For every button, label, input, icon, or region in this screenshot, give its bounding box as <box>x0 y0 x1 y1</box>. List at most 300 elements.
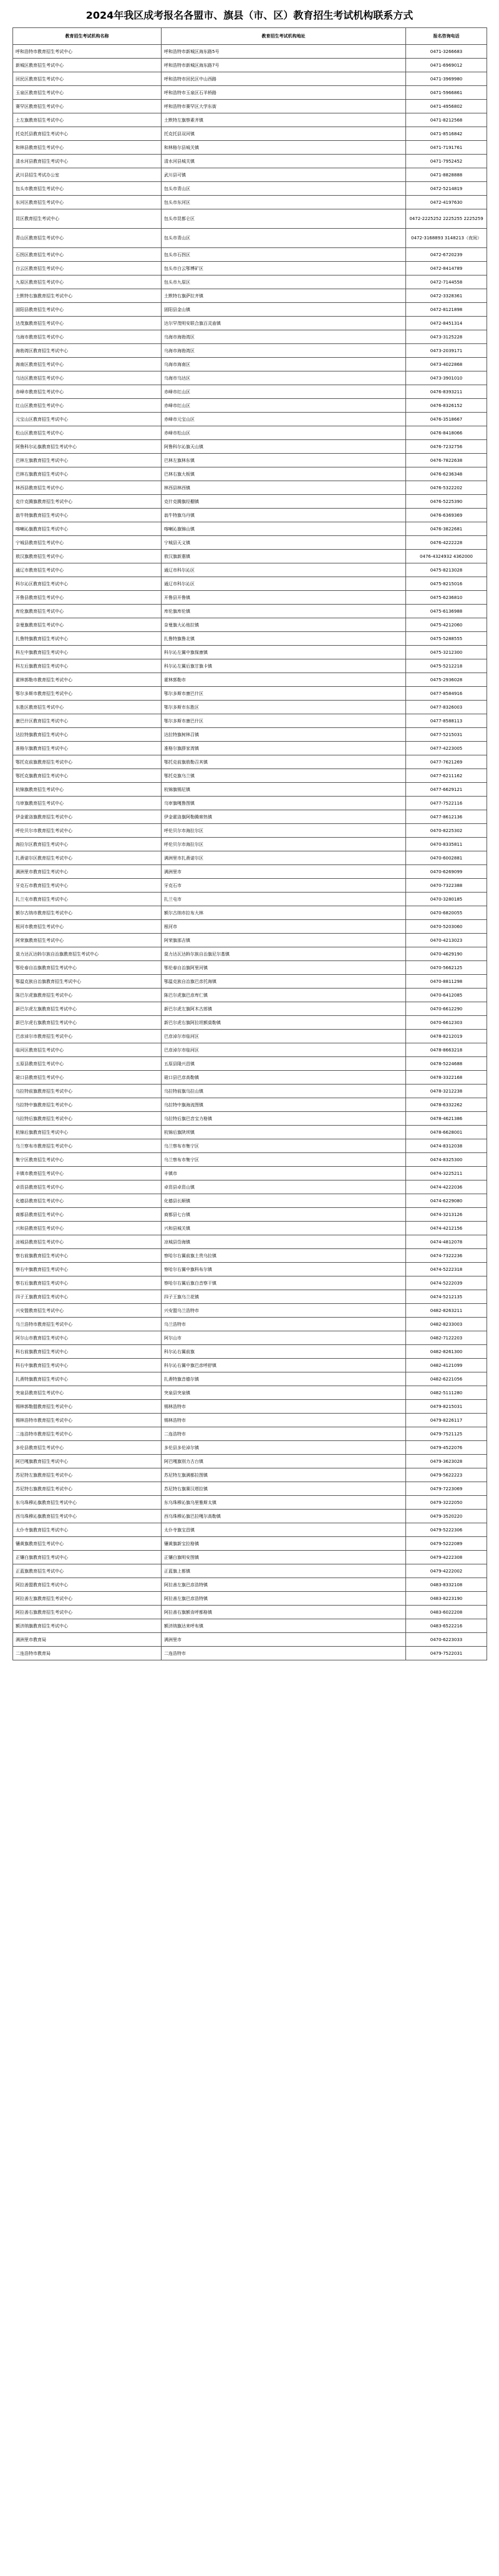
cell-address: 乌拉特前旗乌拉山镇 <box>162 1085 406 1098</box>
cell-address: 阿尔山市 <box>162 1331 406 1345</box>
cell-address: 赤峰市松山区 <box>162 426 406 440</box>
cell-address: 西乌珠穆沁旗巴拉嘎尔高勒镇 <box>162 1510 406 1523</box>
cell-institution-name: 达拉特旗教育招生考试中心 <box>13 728 162 742</box>
table-row <box>13 1222 487 1235</box>
cell-address: 满洲里市 <box>162 865 406 879</box>
cell-institution-name: 陈巴尔虎旗教育招生考试中心 <box>13 989 162 1002</box>
cell-phone: 0471-3969980 <box>406 72 487 86</box>
cell-institution-name: 霍林郭勒市教育招生考试中心 <box>13 673 162 687</box>
cell-address: 二连浩特市 <box>162 1427 406 1441</box>
cell-phone: 0472-7144558 <box>406 275 487 289</box>
table-row <box>13 303 487 317</box>
table-row <box>13 522 487 536</box>
table-row <box>13 141 487 155</box>
cell-phone: 0476-8418066 <box>406 426 487 440</box>
cell-address: 阿拉善左旗巴彦浩特镇 <box>162 1592 406 1606</box>
cell-phone: 0470-6223033 <box>406 1633 487 1647</box>
cell-institution-name: 和林县教育招生考试中心 <box>13 141 162 155</box>
cell-address: 阿荣旗那吉镇 <box>162 934 406 947</box>
table-row <box>13 1606 487 1619</box>
cell-institution-name: 二连浩特市教育局 <box>13 1647 162 1660</box>
cell-institution-name: 乌拉特后旗教育招生考试中心 <box>13 1112 162 1126</box>
cell-address: 武川县可镇 <box>162 168 406 182</box>
cell-institution-name: 鄂托克前旗教育招生考试中心 <box>13 755 162 769</box>
table-row <box>13 1126 487 1139</box>
cell-phone: 0471-8828888 <box>406 168 487 182</box>
cell-institution-name: 巴彦淖尔市教育招生考试中心 <box>13 1030 162 1043</box>
cell-phone: 0479-4222002 <box>406 1564 487 1578</box>
table-row <box>13 906 487 920</box>
column-header-phone: 报名咨询电话 <box>406 28 487 45</box>
cell-address: 呼和浩特市赛罕区大学东街 <box>162 100 406 113</box>
cell-phone: 0479-8226117 <box>406 1414 487 1427</box>
cell-institution-name: 集宁区教育招生考试中心 <box>13 1153 162 1167</box>
table-row <box>13 755 487 769</box>
cell-address: 乌拉特后旗巴音宝力格镇 <box>162 1112 406 1126</box>
cell-institution-name: 土左旗教育招生考试中心 <box>13 113 162 127</box>
cell-institution-name: 西乌珠穆沁旗教育招生考试中心 <box>13 1510 162 1523</box>
table-row <box>13 1619 487 1633</box>
cell-address: 科尔沁左翼后旗甘旗卡镇 <box>162 659 406 673</box>
cell-phone: 0474-4812078 <box>406 1235 487 1249</box>
cell-address: 满洲里市扎赉诺尔区 <box>162 851 406 865</box>
cell-address: 乌海市海勃湾区 <box>162 330 406 344</box>
cell-institution-name: 扎赉特旗教育招生考试中心 <box>13 1372 162 1386</box>
cell-phone: 0482-8233003 <box>406 1318 487 1331</box>
cell-address: 开鲁县开鲁镇 <box>162 591 406 605</box>
table-row <box>13 810 487 824</box>
cell-address: 乌审旗嘎鲁图镇 <box>162 797 406 810</box>
cell-phone: 0472-6720239 <box>406 248 487 262</box>
cell-address: 鄂伦春自治旗阿里河镇 <box>162 961 406 975</box>
cell-institution-name: 镶黄旗教育招生考试中心 <box>13 1537 162 1551</box>
cell-phone: 0482-8263211 <box>406 1304 487 1318</box>
cell-phone: 0475-2936028 <box>406 673 487 687</box>
cell-address: 土默特左旗察素齐镇 <box>162 113 406 127</box>
table-row <box>13 701 487 714</box>
cell-phone: 0470-5203060 <box>406 920 487 934</box>
cell-phone: 0471-8516842 <box>406 127 487 141</box>
cell-institution-name: 鄂温克族自治旗教育招生考试中心 <box>13 975 162 989</box>
cell-address: 土默特右旗萨拉齐镇 <box>162 289 406 303</box>
cell-institution-name: 元宝山区教育招生考试中心 <box>13 413 162 426</box>
cell-institution-name: 化德县教育招生考试中心 <box>13 1194 162 1208</box>
cell-phone: 0475-8215016 <box>406 577 487 591</box>
cell-institution-name: 敖汉旗教育招生考试中心 <box>13 550 162 563</box>
cell-address: 乌兰浩特市 <box>162 1318 406 1331</box>
table-row <box>13 1331 487 1345</box>
table-row <box>13 879 487 893</box>
cell-address: 鄂尔多斯市康巴什区 <box>162 714 406 728</box>
cell-address: 突泉县突泉镇 <box>162 1386 406 1400</box>
cell-phone: 0476-4222228 <box>406 536 487 550</box>
cell-phone: 0482-4121099 <box>406 1359 487 1372</box>
cell-address: 陈巴尔虎旗巴彦库仁镇 <box>162 989 406 1002</box>
cell-address: 多伦县多伦淖尔镇 <box>162 1441 406 1455</box>
cell-institution-name: 九原区教育招生考试中心 <box>13 275 162 289</box>
table-row <box>13 1043 487 1057</box>
table-row <box>13 289 487 303</box>
table-row <box>13 1578 487 1592</box>
table-row <box>13 1235 487 1249</box>
cell-institution-name: 乌审旗教育招生考试中心 <box>13 797 162 810</box>
cell-address: 乌兰察布市集宁区 <box>162 1139 406 1153</box>
cell-institution-name: 松山区教育招生考试中心 <box>13 426 162 440</box>
cell-institution-name: 阿尔山市教育招生考试中心 <box>13 1331 162 1345</box>
cell-institution-name: 喀喇沁旗教育招生考试中心 <box>13 522 162 536</box>
cell-institution-name: 苏尼特右旗教育招生考试中心 <box>13 1482 162 1496</box>
cell-address: 扎兰屯市 <box>162 893 406 906</box>
cell-address: 固阳县金山镇 <box>162 303 406 317</box>
column-header-address: 教育招生考试机构地址 <box>162 28 406 45</box>
cell-address: 赤峰市红山区 <box>162 399 406 413</box>
cell-address: 扎赉特旗音德尔镇 <box>162 1372 406 1386</box>
table-row <box>13 563 487 577</box>
cell-institution-name: 牙克石市教育招生考试中心 <box>13 879 162 893</box>
cell-address: 乌兰察布市集宁区 <box>162 1153 406 1167</box>
cell-address: 鄂尔多斯市康巴什区 <box>162 687 406 701</box>
cell-address: 扎鲁特旗鲁北镇 <box>162 632 406 646</box>
cell-phone: 0470-6820055 <box>406 906 487 920</box>
cell-institution-name: 锡林浩特市教育招生考试中心 <box>13 1414 162 1427</box>
cell-address: 包头市九原区 <box>162 275 406 289</box>
cell-phone: 0482-6221056 <box>406 1372 487 1386</box>
cell-address: 鄂温克族自治旗巴彦托海镇 <box>162 975 406 989</box>
table-row <box>13 317 487 330</box>
table-row <box>13 1414 487 1427</box>
table-row <box>13 550 487 563</box>
cell-phone: 0483-6522216 <box>406 1619 487 1633</box>
cell-address: 鄂托克旗乌兰镇 <box>162 769 406 783</box>
table-row <box>13 155 487 168</box>
cell-institution-name: 二连浩特市教育招生考试中心 <box>13 1427 162 1441</box>
cell-institution-name: 额济纳旗教育招生考试中心 <box>13 1619 162 1633</box>
cell-phone: 0473-3125228 <box>406 330 487 344</box>
cell-phone: 0474-3225211 <box>406 1167 487 1180</box>
table-row <box>13 687 487 701</box>
cell-address: 伊金霍洛旗阿勒腾席热镇 <box>162 810 406 824</box>
cell-institution-name: 察右前旗教育招生考试中心 <box>13 1249 162 1263</box>
table-row <box>13 1030 487 1043</box>
contact-table-container <box>12 27 487 1660</box>
cell-phone: 0474-3213126 <box>406 1208 487 1222</box>
table-row <box>13 728 487 742</box>
cell-address: 达尔罕茂明安联合旗百灵庙镇 <box>162 317 406 330</box>
cell-address: 准格尔旗薛家湾镇 <box>162 742 406 755</box>
table-row <box>13 1633 487 1647</box>
cell-institution-name: 兴安盟教育招生考试中心 <box>13 1304 162 1318</box>
table-row <box>13 1318 487 1331</box>
table-row <box>13 248 487 262</box>
cell-phone: 0470-7322388 <box>406 879 487 893</box>
table-row <box>13 45 487 59</box>
table-row <box>13 838 487 851</box>
cell-institution-name: 海勃湾区教育招生考试中心 <box>13 344 162 358</box>
cell-institution-name: 科右前旗教育招生考试中心 <box>13 1345 162 1359</box>
table-row <box>13 1482 487 1496</box>
cell-institution-name: 赛罕区教育招生考试中心 <box>13 100 162 113</box>
table-row <box>13 371 487 385</box>
cell-phone: 0477-5215031 <box>406 728 487 742</box>
table-row <box>13 893 487 906</box>
cell-address: 商都县七台镇 <box>162 1208 406 1222</box>
table-row <box>13 495 487 509</box>
table-row <box>13 1537 487 1551</box>
table-row <box>13 920 487 934</box>
cell-phone: 0477-8584916 <box>406 687 487 701</box>
cell-phone: 0472-8414789 <box>406 262 487 275</box>
cell-institution-name: 昆区教育招生考试中心 <box>13 209 162 229</box>
cell-address: 兴和县城关镇 <box>162 1222 406 1235</box>
cell-phone: 0471-3266683 <box>406 45 487 59</box>
cell-institution-name: 通辽市教育招生考试中心 <box>13 563 162 577</box>
cell-phone: 0473-4022868 <box>406 358 487 371</box>
table-row <box>13 262 487 275</box>
cell-institution-name: 海南区教育招生考试中心 <box>13 358 162 371</box>
table-row <box>13 100 487 113</box>
cell-phone: 0472-2225252 2225255 2225259 <box>406 209 487 229</box>
cell-address: 额尔古纳市拉布大林 <box>162 906 406 920</box>
cell-phone: 0470-3280185 <box>406 893 487 906</box>
cell-institution-name: 乌拉特中旗教育招生考试中心 <box>13 1098 162 1112</box>
cell-phone: 0476-5322202 <box>406 481 487 495</box>
cell-institution-name: 东乌珠穆沁旗教育招生考试中心 <box>13 1496 162 1510</box>
cell-phone: 0470-6002881 <box>406 851 487 865</box>
cell-address: 乌海市海南区 <box>162 358 406 371</box>
cell-institution-name: 阿荣旗教育招生考试中心 <box>13 934 162 947</box>
cell-address: 满洲里市 <box>162 1633 406 1647</box>
cell-institution-name: 东胜区教育招生考试中心 <box>13 701 162 714</box>
table-row <box>13 1386 487 1400</box>
table-row <box>13 989 487 1002</box>
cell-phone: 0478-3212238 <box>406 1085 487 1098</box>
cell-phone: 0470-8335811 <box>406 838 487 851</box>
cell-phone: 0482-5111280 <box>406 1386 487 1400</box>
cell-address: 新巴尔虎左旗阿木古郎镇 <box>162 1002 406 1016</box>
cell-institution-name: 临河区教育招生考试中心 <box>13 1043 162 1057</box>
table-row <box>13 481 487 495</box>
table-row <box>13 1345 487 1359</box>
cell-phone: 0476-3822681 <box>406 522 487 536</box>
table-row <box>13 127 487 141</box>
table-row <box>13 72 487 86</box>
table-row <box>13 659 487 673</box>
cell-institution-name: 乌海市教育招生考试中心 <box>13 330 162 344</box>
cell-phone: 0474-6229080 <box>406 1194 487 1208</box>
cell-address: 阿拉善左旗巴彦浩特镇 <box>162 1578 406 1592</box>
cell-institution-name: 伊金霍洛旗教育招生考试中心 <box>13 810 162 824</box>
cell-institution-name: 宁城县教育招生考试中心 <box>13 536 162 550</box>
table-row <box>13 1468 487 1482</box>
cell-address: 苏尼特右旗赛汉塔拉镇 <box>162 1482 406 1496</box>
table-row <box>13 426 487 440</box>
cell-institution-name: 呼伦贝尔市教育招生考试中心 <box>13 824 162 838</box>
cell-address: 太仆寺旗宝昌镇 <box>162 1523 406 1537</box>
cell-institution-name: 满洲里市教育招生考试中心 <box>13 865 162 879</box>
cell-phone: 0473-3901010 <box>406 371 487 385</box>
table-row <box>13 947 487 961</box>
cell-institution-name: 准格尔旗教育招生考试中心 <box>13 742 162 755</box>
cell-institution-name: 额尔古纳市教育招生考试中心 <box>13 906 162 920</box>
cell-institution-name: 武川县招生考试办公室 <box>13 168 162 182</box>
cell-address: 磴口县巴彦高勒镇 <box>162 1071 406 1085</box>
table-row <box>13 229 487 248</box>
cell-institution-name: 呼和浩特市教育招生考试中心 <box>13 45 162 59</box>
table-row <box>13 865 487 879</box>
table-row <box>13 714 487 728</box>
cell-address: 包头市东河区 <box>162 196 406 209</box>
cell-phone: 0470-8811298 <box>406 975 487 989</box>
table-row <box>13 1455 487 1468</box>
cell-phone: 0475-5288555 <box>406 632 487 646</box>
cell-phone: 0474-8312038 <box>406 1139 487 1153</box>
cell-phone: 0471-7952452 <box>406 155 487 168</box>
cell-institution-name: 青山区教育招生考试中心 <box>13 229 162 248</box>
cell-phone: 0478-6332262 <box>406 1098 487 1112</box>
cell-address: 和林格尔县城关镇 <box>162 141 406 155</box>
table-row <box>13 1057 487 1071</box>
cell-institution-name: 科尔沁区教育招生考试中心 <box>13 577 162 591</box>
cell-phone: 0470-4213023 <box>406 934 487 947</box>
cell-institution-name: 五原县教育招生考试中心 <box>13 1057 162 1071</box>
cell-phone: 0479-3520220 <box>406 1510 487 1523</box>
cell-address: 翁牛特旗乌丹镇 <box>162 509 406 522</box>
cell-address: 额济纳旗达来呼布镇 <box>162 1619 406 1633</box>
cell-phone: 0477-7621269 <box>406 755 487 769</box>
table-header-row <box>13 28 487 45</box>
cell-phone: 0470-6612290 <box>406 1002 487 1016</box>
table-row <box>13 1180 487 1194</box>
cell-address: 杭锦旗锡尼镇 <box>162 783 406 797</box>
cell-institution-name: 阿拉善左旗教育招生考试中心 <box>13 1592 162 1606</box>
cell-institution-name: 新巴尔虎左旗教育招生考试中心 <box>13 1002 162 1016</box>
table-row <box>13 1496 487 1510</box>
cell-address: 霍林郭勒市 <box>162 673 406 687</box>
cell-address: 巴林左旗林东镇 <box>162 454 406 467</box>
cell-institution-name: 乌兰察布市教育招生考试中心 <box>13 1139 162 1153</box>
cell-phone: 0479-3222050 <box>406 1496 487 1510</box>
cell-institution-name: 卓资县教育招生考试中心 <box>13 1180 162 1194</box>
table-row <box>13 454 487 467</box>
cell-address: 科尔沁左翼中旗保康镇 <box>162 646 406 659</box>
cell-institution-name: 根河市教育招生考试中心 <box>13 920 162 934</box>
cell-address: 通辽市科尔沁区 <box>162 577 406 591</box>
cell-address: 乌海市海勃湾区 <box>162 344 406 358</box>
cell-phone: 0479-4522076 <box>406 1441 487 1455</box>
table-row <box>13 1441 487 1455</box>
cell-institution-name: 杭锦旗教育招生考试中心 <box>13 783 162 797</box>
cell-institution-name: 阿拉善右旗教育招生考试中心 <box>13 1606 162 1619</box>
cell-phone: 0471-4956802 <box>406 100 487 113</box>
cell-institution-name: 察右后旗教育招生考试中心 <box>13 1276 162 1290</box>
cell-address: 包头市石拐区 <box>162 248 406 262</box>
table-row <box>13 783 487 797</box>
table-row <box>13 632 487 646</box>
cell-address: 巴彦淖尔市临河区 <box>162 1043 406 1057</box>
table-row <box>13 1016 487 1030</box>
cell-institution-name: 乌拉特前旗教育招生考试中心 <box>13 1085 162 1098</box>
cell-address: 阿拉善右旗额肯呼都格镇 <box>162 1606 406 1619</box>
cell-address: 巴林右旗大板镇 <box>162 467 406 481</box>
table-row <box>13 1372 487 1386</box>
cell-institution-name: 翁牛特旗教育招生考试中心 <box>13 509 162 522</box>
cell-address: 赤峰市红山区 <box>162 385 406 399</box>
cell-address: 喀喇沁旗锦山镇 <box>162 522 406 536</box>
cell-address: 牙克石市 <box>162 879 406 893</box>
table-row <box>13 182 487 196</box>
table-row <box>13 358 487 371</box>
table-row <box>13 413 487 426</box>
cell-phone: 0475-6236810 <box>406 591 487 605</box>
cell-institution-name: 莫力达瓦达斡尔族自治旗教育招生考试中心 <box>13 947 162 961</box>
cell-address: 锡林浩特市 <box>162 1400 406 1414</box>
table-row <box>13 1002 487 1016</box>
cell-phone: 0476-5225390 <box>406 495 487 509</box>
table-row <box>13 618 487 632</box>
cell-institution-name: 清水河县教育招生考试中心 <box>13 155 162 168</box>
table-row <box>13 1153 487 1167</box>
table-row <box>13 1359 487 1372</box>
cell-phone: 0470-6269099 <box>406 865 487 879</box>
cell-address: 鄂托克前旗敖勒召其镇 <box>162 755 406 769</box>
cell-address: 呼和浩特市新城区海东路7号 <box>162 59 406 72</box>
cell-phone: 0477-6211162 <box>406 769 487 783</box>
cell-address: 呼伦贝尔市海拉尔区 <box>162 824 406 838</box>
table-row <box>13 86 487 100</box>
cell-phone: 0475-3212300 <box>406 646 487 659</box>
cell-institution-name: 鄂伦春自治旗教育招生考试中心 <box>13 961 162 975</box>
table-row <box>13 509 487 522</box>
cell-phone: 0477-8612136 <box>406 810 487 824</box>
cell-institution-name: 杭锦后旗教育招生考试中心 <box>13 1126 162 1139</box>
cell-address: 二连浩特市 <box>162 1647 406 1660</box>
cell-phone: 0472-8451314 <box>406 317 487 330</box>
cell-phone: 0475-5212218 <box>406 659 487 673</box>
cell-institution-name: 白云区教育招生考试中心 <box>13 262 162 275</box>
cell-phone: 0478-5224688 <box>406 1057 487 1071</box>
cell-phone: 0476-7822638 <box>406 454 487 467</box>
contact-table <box>12 27 487 1660</box>
cell-address: 察哈尔右翼前旗土贵乌拉镇 <box>162 1249 406 1263</box>
cell-address: 巴彦淖尔市临河区 <box>162 1030 406 1043</box>
table-body <box>13 45 487 1660</box>
cell-phone: 0477-4223005 <box>406 742 487 755</box>
cell-address: 乌海市乌达区 <box>162 371 406 385</box>
cell-address: 根河市 <box>162 920 406 934</box>
cell-phone: 0471-5966861 <box>406 86 487 100</box>
table-row <box>13 605 487 618</box>
cell-institution-name: 新巴尔虎右旗教育招生考试中心 <box>13 1016 162 1030</box>
cell-phone: 0474-5212135 <box>406 1290 487 1304</box>
cell-address: 杭锦后旗陕坝镇 <box>162 1126 406 1139</box>
cell-address: 包头市青山区 <box>162 229 406 248</box>
table-row <box>13 1208 487 1222</box>
cell-phone: 0479-5222306 <box>406 1523 487 1537</box>
cell-phone: 0477-8326003 <box>406 701 487 714</box>
table-row <box>13 1167 487 1180</box>
cell-institution-name: 乌达区教育招生考试中心 <box>13 371 162 385</box>
cell-address: 库伦旗库伦镇 <box>162 605 406 618</box>
cell-address: 奈曼旗大沁他拉镇 <box>162 618 406 632</box>
cell-phone: 0477-6629121 <box>406 783 487 797</box>
table-row <box>13 769 487 783</box>
cell-address: 卓资县卓资山镇 <box>162 1180 406 1194</box>
cell-institution-name: 阿拉善盟教育招生考试中心 <box>13 1578 162 1592</box>
cell-address: 科尔沁右翼中旗巴彦呼舒镇 <box>162 1359 406 1372</box>
cell-address: 阿巴嘎旗别力古台镇 <box>162 1455 406 1468</box>
cell-address: 宁城县天义镇 <box>162 536 406 550</box>
cell-institution-name: 玉泉区教育招生考试中心 <box>13 86 162 100</box>
